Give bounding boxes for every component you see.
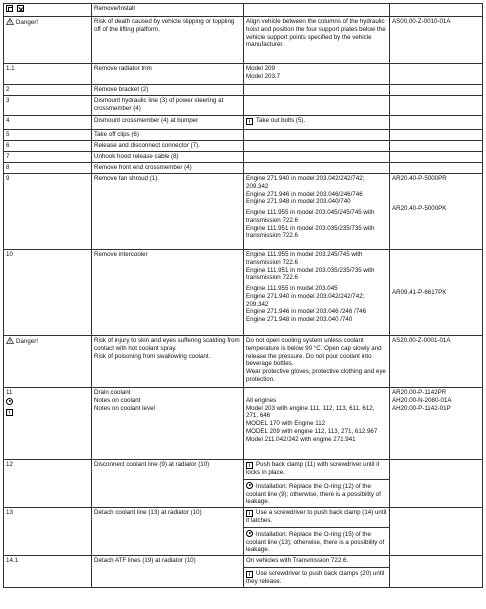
step-row <box>4 64 483 85</box>
step-number: 4 <box>4 116 92 130</box>
note-icon <box>246 530 253 537</box>
step-row <box>4 152 483 163</box>
danger-row-vehicle <box>4 17 483 64</box>
danger-label: Danger! <box>16 19 39 26</box>
step-number: 11 <box>6 389 13 396</box>
step-detail: On vehicles with Transmission 722.6. <box>246 557 349 564</box>
danger-label: Danger! <box>16 338 39 345</box>
info-icon: i <box>246 571 253 578</box>
step-detail: Engine 111.955 in model 203.245/745 with transmission 722.6 Engine 111.951 in model 203.035/235/735 with transmission 722.6 <box>246 251 375 282</box>
step-detail: Model 203 with engine 111, 112, 113, 611, 612, 271, 646 MODEL 170 with Engine 112 MODEL 209 with engine 112, 113, 271, 612.967 Model 211.042/242 with engine 271.941 <box>246 404 378 443</box>
danger-detail: Align vehicle between the columns of the hydraulic hoist and position the four support plates below the vehicle support points specified by the vehicle manufacturer. <box>246 18 386 49</box>
step-text: Detach ATF lines (19) at radiator (10) <box>92 556 244 588</box>
close-icon <box>17 5 24 12</box>
step-text: Notes on coolant <box>94 396 141 404</box>
step-detail: Replace the O-ring (15) of the coolant line (13); otherwise, there is a possibility of leakage. <box>246 530 385 554</box>
step-number: 1.1 <box>4 64 92 85</box>
step-number: 14.1 <box>4 556 92 588</box>
warning-icon <box>6 337 14 344</box>
step-row <box>4 460 483 508</box>
step-detail: Use screwdriver to push back clamps (20) until they release. <box>246 569 385 585</box>
step-detail: Engine 271.940 in model 203.042/242/742; 209.342 Engine 271.946 in model 203.046/246/746 Engine 271.948 in model 203.040/740 <box>246 175 365 206</box>
step-text: Dismount crossmember (4) at bumper <box>92 116 244 130</box>
step-text: Detach coolant line (13) at radiator (10) <box>92 508 244 556</box>
danger-text: Risk of death caused by vehicle slipping or toppling off of the lifting platform. <box>94 18 235 33</box>
reference-link[interactable]: AR20.40-P-5000PK <box>392 204 447 212</box>
step-text: Drain coolant <box>94 389 131 396</box>
step-number: 10 <box>4 250 92 336</box>
step-text: Remove radiator trim <box>92 64 244 85</box>
step-row <box>4 163 483 174</box>
step-text: Remove fan shroud (1). <box>92 174 244 250</box>
step-number: 12 <box>4 460 92 508</box>
step-number: 7 <box>4 152 92 163</box>
step-row <box>4 174 483 250</box>
step-number: 5 <box>4 130 92 141</box>
step-row <box>4 141 483 152</box>
step-text: Remove intercooler <box>92 250 244 336</box>
warning-icon <box>6 18 14 25</box>
step-detail: Model 209 <box>246 65 275 72</box>
step-row <box>4 508 483 556</box>
step-text: Unhook hood release cable (8) <box>92 152 244 163</box>
danger-row-coolant <box>4 336 483 388</box>
step-row <box>4 85 483 96</box>
step-text: Remove front end crossmember (4) <box>92 163 244 174</box>
step-number: 9 <box>4 174 92 250</box>
installation-label: Installation: <box>256 482 288 490</box>
step-detail: Push back clamp (11) with screwdriver until it locks in place. <box>246 461 380 476</box>
reference-link[interactable]: AS00.00-Z-0010-01A <box>392 18 451 25</box>
step-detail: Replace the O-ring (12) of the coolant line (9); otherwise, there is a possibility of leakage. <box>246 482 381 506</box>
step-text: Dismount hydraulic line (3) of power steering at crossmember (4) <box>92 96 244 116</box>
step-number: 2 <box>4 85 92 96</box>
step-text: Take off clips (6) <box>92 130 244 141</box>
step-row <box>4 556 483 588</box>
page-icon <box>6 5 13 12</box>
reference-link[interactable]: AR09.41-P-6617PK <box>392 289 447 296</box>
step-row <box>4 130 483 141</box>
step-detail: All engines <box>246 396 277 404</box>
reference-link[interactable]: AR20.00-P-1142PR <box>392 389 447 396</box>
info-icon: i <box>6 409 13 416</box>
step-text: Release and disconnect connector (7). <box>92 141 244 152</box>
step-text: Disconnect coolant line (9) at radiator (10) <box>92 460 244 508</box>
step-row <box>4 96 483 116</box>
step-number: 6 <box>4 141 92 152</box>
repair-instructions-table <box>3 3 483 588</box>
header-title: Remove/Install <box>92 4 244 17</box>
step-detail: Model 203.7 <box>246 72 281 80</box>
reference-link[interactable]: AS20.00-Z-0001-01A <box>392 337 451 344</box>
note-icon <box>6 398 13 405</box>
note-icon <box>246 482 253 489</box>
step-number: 13 <box>4 508 92 556</box>
step-row <box>4 250 483 336</box>
step-detail: Engine 111.955 in model 203.045/245/745 with transmission 722.6 Engine 111.951 in model 203.035/235/735 with transmission 722.6 <box>246 209 375 240</box>
step-row <box>4 116 483 130</box>
reference-link[interactable]: AH20.00-P-1142-01P <box>392 404 451 412</box>
table-header-row <box>4 4 483 17</box>
info-icon: i <box>246 462 253 469</box>
step-detail: Use a screwdriver to push back clamp (14) until it latches. <box>246 509 387 524</box>
step-text: Notes on coolant level <box>94 404 155 412</box>
installation-label: Installation: <box>256 530 288 538</box>
step-text: Remove bracket (2) <box>92 85 244 96</box>
reference-link[interactable]: AH20.00-N-2080-01A <box>392 396 452 404</box>
reference-link[interactable]: AR20.40-P-5000PR <box>392 175 447 182</box>
danger-detail: Do not open cooling system unless coolant temperature is below 90 °C. Open cap slowly and release the pressure. Do not pour coolant into beverage bottles. Wear protective gloves, protective clothing and eye protection. <box>246 337 386 383</box>
step-number: 8 <box>4 163 92 174</box>
step-detail: Engine 111.955 in model 203.045 Engine 271.940 in model 203.042/242/742; 209.342 Engine 271.946 in model 203.046 /246 /746 Engine 271.948 in model 203.040 /740 <box>246 285 367 323</box>
step-detail: Take out bolts (5). <box>256 117 306 124</box>
danger-text: Risk of poisoning from swallowing coolant. <box>94 352 211 360</box>
step-number: 3 <box>4 96 92 116</box>
step-row <box>4 388 483 460</box>
info-icon: i <box>246 118 253 125</box>
danger-text: Risk of injury to skin and eyes suffering scalding from contact with hot coolant spray. <box>94 337 240 352</box>
info-icon: i <box>246 510 253 517</box>
